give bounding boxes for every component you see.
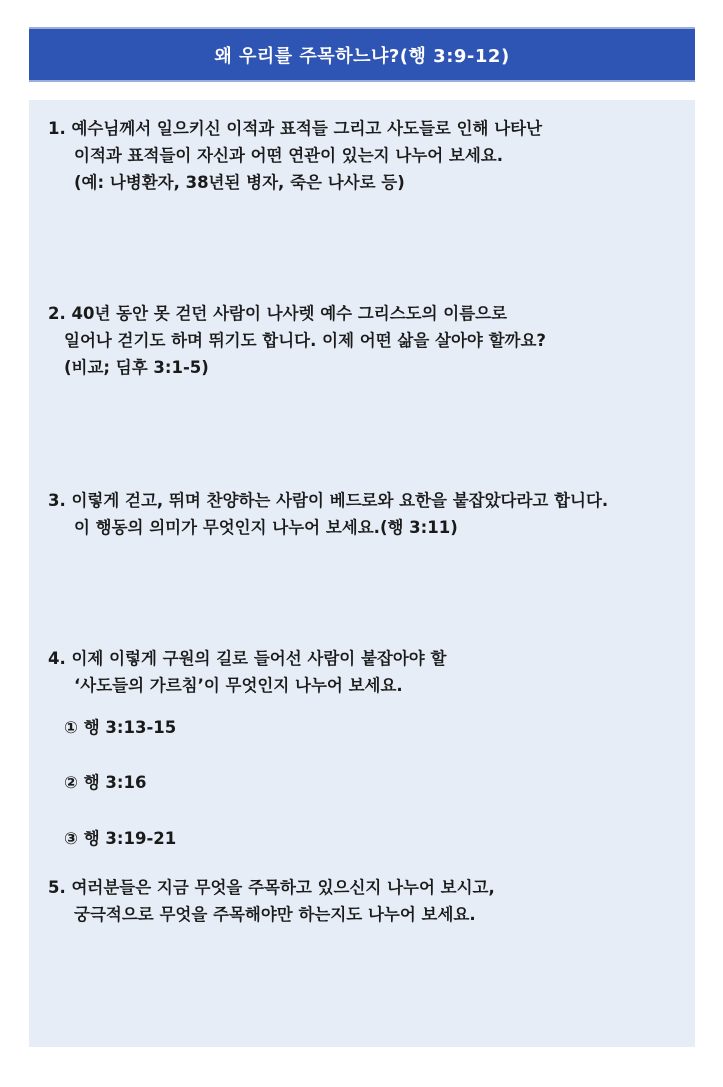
question-1-line-1: 1. 예수님께서 일으키신 이적과 표적들 그리고 사도들로 인해 나타난 xyxy=(48,119,543,138)
question-4 xyxy=(48,645,446,699)
question-2-line-3: (비교; 딤후 3:1-5) xyxy=(64,358,209,377)
question-2-line-1: 2. 40년 동안 못 걷던 사람이 나사렛 예수 그리스도의 이름으로 xyxy=(48,304,508,323)
question-5 xyxy=(48,874,495,928)
title-banner xyxy=(29,27,695,82)
question-4-sub-item-3: ③ 행 3:19-21 xyxy=(64,829,177,848)
question-4-line-2: ‘사도들의 가르침’이 무엇인지 나누어 보세요. xyxy=(74,676,403,695)
question-1-line-2: 이적과 표적들이 자신과 어떤 연관이 있는지 나누어 보세요. xyxy=(74,146,504,165)
question-1 xyxy=(48,115,542,196)
question-3 xyxy=(48,487,608,541)
question-1-line-3: (예: 나병환자, 38년된 병자, 죽은 나사로 등) xyxy=(74,173,405,192)
question-3-line-2: 이 행동의 의미가 무엇인지 나누어 보세요.(행 3:11) xyxy=(74,518,458,537)
question-4-sub-item-2: ② 행 3:16 xyxy=(64,773,147,792)
question-4-line-1: 4. 이제 이렇게 구원의 길로 들어선 사람이 붙잡아야 할 xyxy=(48,649,447,668)
question-4-sub-item-1: ① 행 3:13-15 xyxy=(64,718,177,737)
question-5-line-1: 5. 여러분들은 지금 무엇을 주목하고 있으신지 나누어 보시고, xyxy=(48,878,495,897)
page-title: 왜 우리를 주목하느냐?(행 3:9-12) xyxy=(214,45,510,67)
question-5-line-2: 궁극적으로 무엇을 주목해야만 하는지도 나누어 보세요. xyxy=(74,905,476,924)
question-2-line-2: 일어나 걷기도 하며 뛰기도 합니다. 이제 어떤 삶을 살아야 할까요? xyxy=(64,331,546,350)
question-3-line-1: 3. 이렇게 걷고, 뛰며 찬양하는 사람이 베드로와 요한을 붙잡았다라고 합니다. xyxy=(48,491,609,510)
question-2 xyxy=(48,300,546,381)
